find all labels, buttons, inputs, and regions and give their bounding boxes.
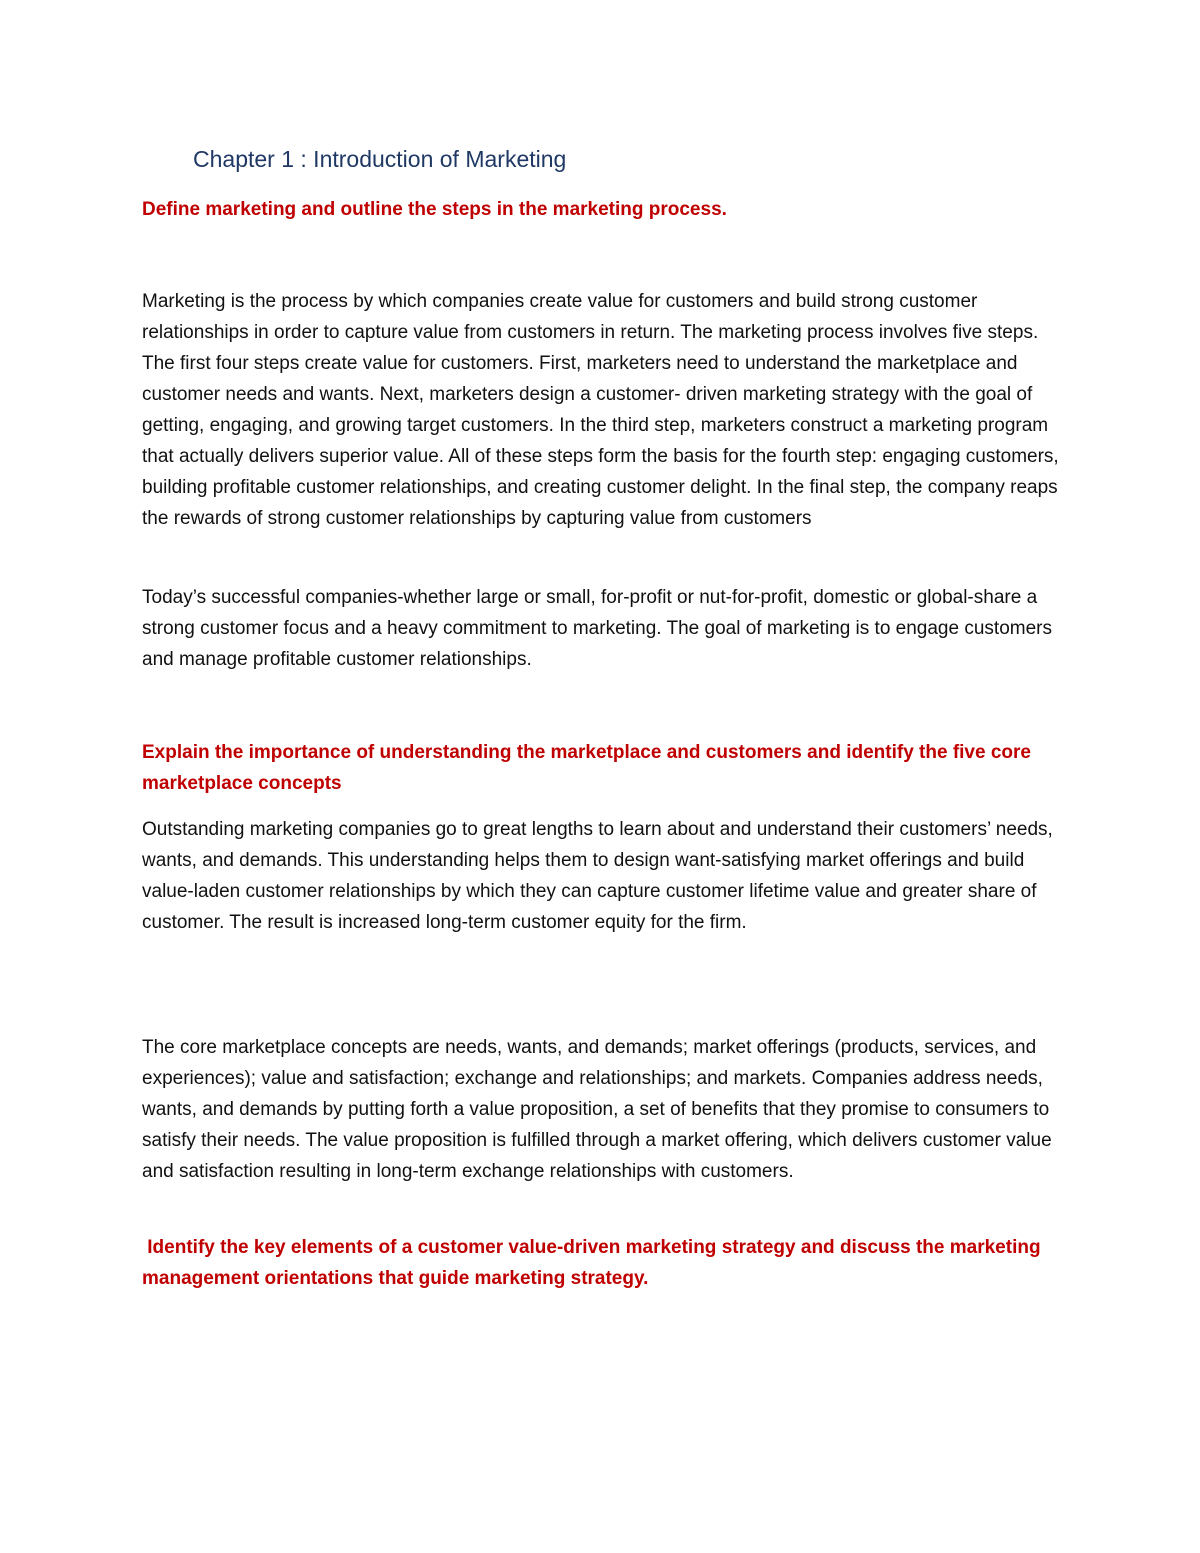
paragraph-successful-companies: Today’s successful companies-whether large or small, for-profit or nut-for-profit, domestic or global-share a strong customer focus and a heavy commitment to marketing. The goal of marketing is to engage customers and manage profitable customer relationships.	[142, 587, 1052, 670]
paragraph-understanding-customers: Outstanding marketing companies go to great lengths to learn about and understand their customers’ needs, wants, and demands. This understanding helps them to design want-satisfying market offerings and build value-laden customer relationships by which they can capture customer lifetime value and greater share of customer. The result is increased long-term customer equity for the firm.	[142, 819, 1053, 933]
paragraph-core-concepts: The core marketplace concepts are needs, wants, and demands; market offerings (products, services, and experiences); value and satisfaction; exchange and relationships; and markets. Companies address needs, wants, and demands by putting forth a value proposition, a set of benefits that they promise to consumers to satisfy their needs. The value proposition is fulfilled through a market offering, which delivers customer value and satisfaction resulting in long-term exchange relationships with customers.	[142, 1037, 1052, 1182]
chapter-title: Chapter 1 : Introduction of Marketing	[193, 146, 567, 172]
paragraph-marketing-definition: Marketing is the process by which companies create value for customers and build strong customer relationships in order to capture value from customers in return. The marketing process involves five steps. The first four steps create value for customers. First, marketers need to understand the marketplace and customer needs and wants. Next, marketers design a customer- driven marketing strategy with the goal of getting, engaging, and growing target customers. In the third step, marketers construct a marketing program that actually delivers superior value. All of these steps form the basis for the fourth step: engaging customers, building profitable customer relationships, and creating customer delight. In the final step, the company reaps the rewards of strong customer relationships by capturing value from customers	[142, 291, 1059, 529]
question-value-driven-strategy: Identify the key elements of a customer value-driven marketing strategy and discuss the marketing management orientations that guide marketing strategy.	[142, 1237, 1046, 1289]
question-marketplace-concepts: Explain the importance of understanding the marketplace and customers and identify the five core marketplace concepts	[142, 742, 1031, 794]
question-marketing-process: Define marketing and outline the steps in the marketing process.	[142, 199, 727, 220]
